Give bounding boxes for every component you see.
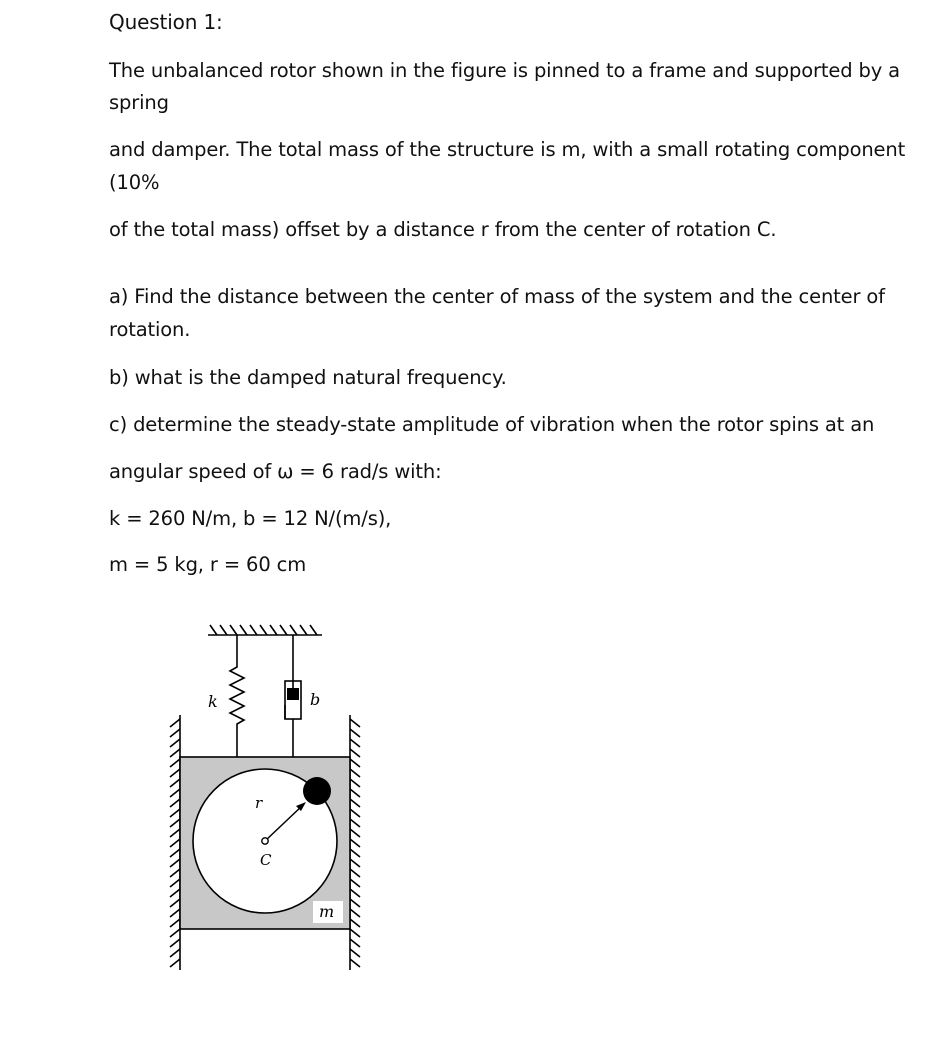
problem-text-line-4: (10% <box>109 171 160 194</box>
damper-piston <box>287 688 299 700</box>
rotor-diagram <box>150 615 370 980</box>
center-label: C <box>260 851 272 869</box>
right-wall <box>350 715 360 970</box>
unbalanced-mass <box>303 777 331 805</box>
damper-label: b <box>310 690 321 709</box>
parameters-line-2: m = 5 kg, r = 60 cm <box>109 553 307 576</box>
part-b: b) what is the damped natural frequency. <box>109 366 507 389</box>
part-c-line-2: angular speed of ω = 6 rad/s with: <box>109 460 442 483</box>
mass-label: m <box>319 902 335 921</box>
problem-text-line-5: of the total mass) offset by a distance r from the center of rotation C. <box>109 218 777 241</box>
spring-label: k <box>208 692 218 711</box>
center-of-rotation <box>262 838 268 844</box>
parameters-line-1: k = 260 N/m, b = 12 N/(m/s), <box>109 507 392 530</box>
spring <box>230 635 244 757</box>
part-a-line-2: rotation. <box>109 318 191 341</box>
question-title: Question 1: <box>109 10 223 34</box>
left-wall <box>170 715 180 970</box>
rotor-figure <box>150 615 370 984</box>
part-a-line-1: a) Find the distance between the center of mass of the system and the center of <box>109 285 885 308</box>
radius-label: r <box>255 794 263 812</box>
problem-text-line-3: and damper. The total mass of the structure is m, with a small rotating component <box>109 138 906 161</box>
problem-text-line-2: spring <box>109 91 169 114</box>
ceiling-support <box>208 625 322 635</box>
problem-text-line-1: The unbalanced rotor shown in the figure is pinned to a frame and supported by a <box>109 59 900 82</box>
part-c-line-1: c) determine the steady-state amplitude of vibration when the rotor spins at an <box>109 413 875 436</box>
